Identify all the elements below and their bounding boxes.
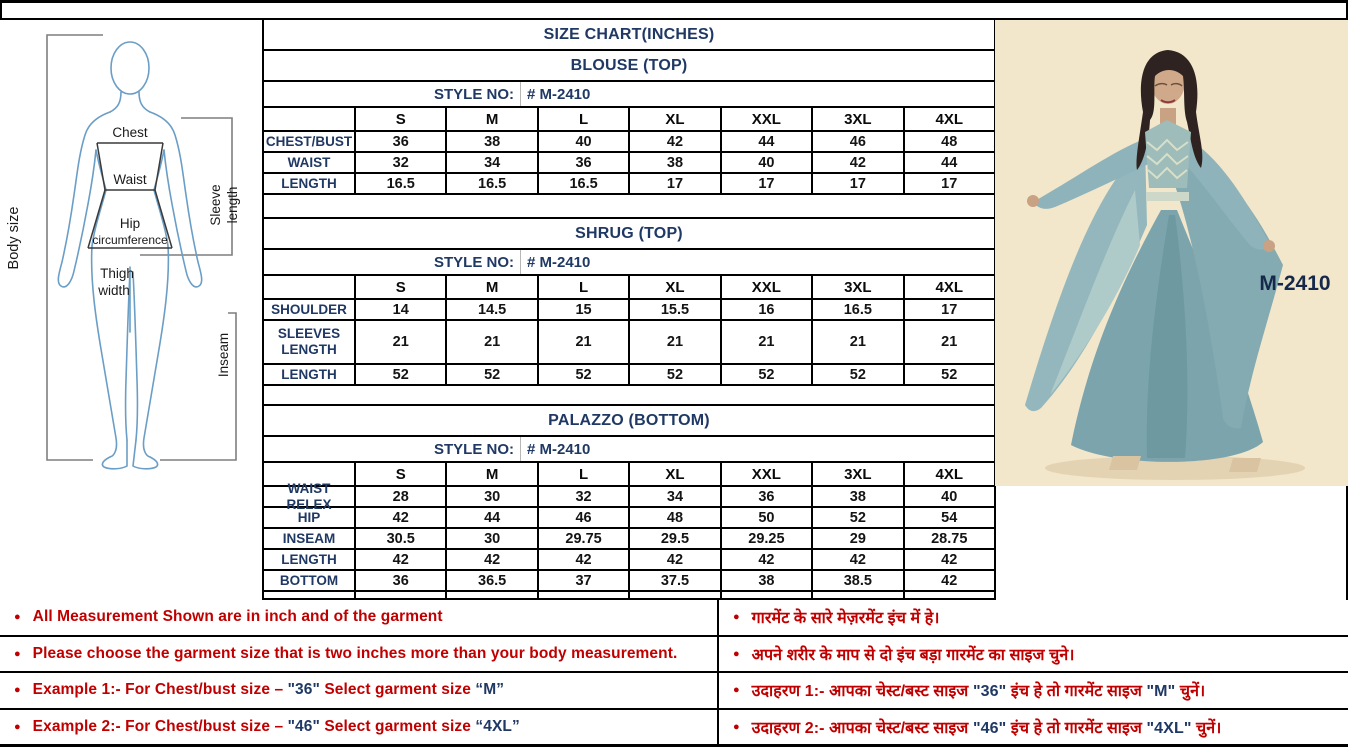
note-text: [752, 679, 1206, 701]
value-cell: 16.5: [811, 300, 902, 319]
size-header-cell: XL: [628, 276, 719, 298]
style-no-row: [264, 248, 994, 274]
table-section: [262, 404, 996, 600]
table-row: [264, 319, 994, 363]
note-row: [719, 710, 1348, 745]
value-cell: 52: [445, 365, 536, 384]
style-code-label: M-2410: [1259, 272, 1331, 295]
table-name: PALAZZO (BOTTOM): [548, 411, 710, 429]
value-cell: 44: [445, 508, 536, 527]
value-cell: 40: [720, 153, 811, 172]
row-label: LENGTH: [281, 366, 337, 382]
value-cell: 36: [537, 153, 628, 172]
note-text-part: "36": [287, 681, 320, 699]
note-row: [719, 637, 1348, 674]
table-row: [264, 480, 994, 512]
note-row: [0, 600, 717, 637]
table-row: [264, 363, 994, 384]
size-header-cell: S: [354, 463, 445, 485]
body-figure-illustration: [0, 20, 262, 600]
value-cell: 42: [720, 550, 811, 569]
size-header-cell: M: [445, 276, 536, 298]
body-size-label: Body size: [6, 206, 22, 270]
table-row: [264, 151, 994, 172]
value-cell: 38: [628, 153, 719, 172]
value-cell: 17: [903, 174, 994, 193]
table-gap: [262, 386, 996, 406]
value-cell: 16.5: [537, 174, 628, 193]
waistband: [1146, 192, 1189, 201]
bullet-icon: ●: [14, 611, 21, 624]
empty-spacer-row: [264, 590, 994, 598]
thigh-label-1: Thigh: [100, 266, 134, 281]
frame-top-border: [0, 0, 1348, 3]
value-cell: 40: [537, 132, 628, 151]
size-header-row: [264, 274, 994, 298]
value-cell: 28.75: [903, 529, 994, 548]
note-text-part: "46": [972, 719, 1007, 737]
table-row: [264, 506, 994, 527]
table-row: [264, 298, 994, 319]
table-section: [262, 217, 996, 386]
size-header-empty-cell: [264, 276, 354, 298]
empty-cell: [537, 592, 628, 598]
size-header-cell: 4XL: [903, 463, 994, 485]
row-label: HIP: [297, 509, 321, 525]
table-section: [262, 49, 996, 195]
row-label: BOTTOM: [279, 572, 339, 588]
row-label: CHEST/BUST: [265, 133, 353, 149]
value-cell: 38.5: [811, 571, 902, 590]
size-header-cell: M: [445, 463, 536, 485]
style-no-value: # M-2410: [520, 437, 994, 461]
bullet-icon: ●: [14, 647, 21, 660]
row-label: SHOULDER: [271, 301, 347, 317]
value-cell: 36.5: [445, 571, 536, 590]
size-header-row: [264, 106, 994, 130]
value-cell: 14.5: [445, 300, 536, 319]
row-label: LENGTH: [281, 551, 337, 567]
row-label: SLEEVES LENGTH: [277, 326, 341, 357]
notes-section: [0, 600, 1348, 744]
empty-cell: [720, 592, 811, 598]
hip-label-1: Hip: [119, 216, 141, 231]
sleeve-length-label-2: length: [225, 186, 240, 224]
table-gap: [262, 195, 996, 219]
style-no-label: STYLE NO:: [433, 440, 514, 458]
row-label: WAIST: [287, 154, 331, 170]
style-no-label: STYLE NO:: [433, 253, 514, 271]
note-text-part: “M”: [475, 681, 505, 699]
page-title: SIZE CHART(INCHES): [543, 25, 715, 43]
value-cell: 21: [811, 321, 902, 363]
value-cell: 38: [811, 487, 902, 506]
style-no-row: [264, 80, 994, 106]
value-cell: 21: [720, 321, 811, 363]
size-chart-title-box: [262, 18, 996, 51]
note-text-part: "M": [1146, 683, 1176, 701]
size-header-cell: S: [354, 276, 445, 298]
bullet-icon: ●: [14, 684, 21, 697]
size-chart-tables: [262, 20, 996, 600]
row-label: WAIST RELEX: [286, 480, 332, 512]
note-text-part: Please choose the garment size that is two inches more than your body measurement.: [32, 644, 678, 662]
note-text-part: “4XL”: [475, 717, 520, 735]
table-name-row: [264, 51, 994, 80]
size-header-cell: 3XL: [811, 276, 902, 298]
value-cell: 42: [811, 550, 902, 569]
sleeve-length-label-1: Sleeve: [208, 184, 223, 226]
value-cell: 38: [445, 132, 536, 151]
value-cell: 16.5: [445, 174, 536, 193]
value-cell: 17: [811, 174, 902, 193]
note-text: [33, 608, 443, 626]
value-cell: 42: [811, 153, 902, 172]
style-no-row: [264, 435, 994, 461]
value-cell: 17: [720, 174, 811, 193]
table-row: [264, 548, 994, 569]
size-header-cell: 4XL: [903, 276, 994, 298]
note-text-part: Example 2:- For Chest/bust size –: [32, 717, 288, 735]
value-cell: 42: [903, 550, 994, 569]
value-cell: 52: [903, 365, 994, 384]
value-cell: 15.5: [628, 300, 719, 319]
body-measurement-diagram: [0, 20, 262, 600]
bullet-icon: ●: [14, 720, 21, 733]
value-cell: 44: [720, 132, 811, 151]
bullet-icon: ●: [733, 611, 740, 624]
value-cell: 30: [445, 487, 536, 506]
value-cell: 36: [354, 132, 445, 151]
value-cell: 32: [354, 153, 445, 172]
note-text-part: Example 1:- For Chest/bust size –: [32, 681, 288, 699]
empty-cell: [445, 592, 536, 598]
table-row: [264, 527, 994, 548]
size-header-cell: 3XL: [811, 108, 902, 130]
value-cell: 42: [628, 132, 719, 151]
note-text-part: "36": [972, 683, 1007, 701]
note-text-part: इंच हे तो गारमेंट साइज: [1006, 683, 1147, 701]
value-cell: 52: [811, 365, 902, 384]
note-text: [752, 716, 1222, 738]
bullet-icon: ●: [733, 720, 740, 733]
size-chart-title-row: [264, 20, 994, 49]
value-cell: 38: [720, 571, 811, 590]
note-text-part: चुनें।: [1175, 683, 1206, 701]
style-no-value: # M-2410: [520, 250, 994, 274]
note-text-part: All Measurement Shown are in inch and of the garment: [32, 608, 443, 626]
size-header-row: [264, 461, 994, 485]
note-text: [752, 643, 1075, 665]
sandal-right: [1229, 458, 1261, 472]
value-cell: 36: [354, 571, 445, 590]
value-cell: 34: [628, 487, 719, 506]
note-text-part: उदाहरण 1:- आपका चेस्ट/बस्ट साइज: [751, 683, 973, 701]
value-cell: 50: [720, 508, 811, 527]
value-cell: 29: [811, 529, 902, 548]
note-text: [752, 606, 940, 628]
value-cell: 28: [354, 487, 445, 506]
value-cell: 52: [628, 365, 719, 384]
value-cell: 30: [445, 529, 536, 548]
value-cell: 16.5: [354, 174, 445, 193]
note-text-part: "46": [287, 717, 320, 735]
note-text: [33, 645, 678, 663]
value-cell: 21: [445, 321, 536, 363]
value-cell: 21: [537, 321, 628, 363]
size-header-cell: L: [537, 276, 628, 298]
value-cell: 30.5: [354, 529, 445, 548]
value-cell: 14: [354, 300, 445, 319]
value-cell: 42: [354, 508, 445, 527]
note-text-part: गारमेंट के सारे मेज़रमेंट इंच में हे।: [751, 610, 940, 628]
note-text-part: अपने शरीर के माप से दो इंच बड़ा गारमेंट का साइज चुने।: [751, 646, 1075, 664]
sandal-left: [1109, 456, 1141, 470]
diagram-labels: [6, 125, 240, 377]
note-text-part: उदाहरण 2:- आपका चेस्ट/बस्ट साइज: [751, 719, 973, 737]
value-cell: 29.5: [628, 529, 719, 548]
value-cell: 52: [811, 508, 902, 527]
left-hand: [1027, 195, 1039, 207]
value-cell: 29.25: [720, 529, 811, 548]
value-cell: 37: [537, 571, 628, 590]
note-text-part: Select garment size: [319, 717, 476, 735]
empty-cell: [264, 592, 354, 598]
note-text: [33, 718, 520, 736]
value-cell: 16: [720, 300, 811, 319]
chest-label: Chest: [112, 125, 148, 140]
style-no-label: STYLE NO:: [433, 85, 514, 103]
size-header-cell: XXL: [720, 276, 811, 298]
value-cell: 21: [628, 321, 719, 363]
value-cell: 46: [811, 132, 902, 151]
value-cell: 34: [445, 153, 536, 172]
size-header-empty-cell: [264, 108, 354, 130]
empty-cell: [628, 592, 719, 598]
inseam-label: Inseam: [216, 332, 231, 378]
empty-cell: [354, 592, 445, 598]
value-cell: 42: [903, 571, 994, 590]
value-cell: 46: [537, 508, 628, 527]
value-cell: 54: [903, 508, 994, 527]
size-header-cell: L: [537, 463, 628, 485]
waist-label: Waist: [113, 172, 147, 187]
value-cell: 42: [354, 550, 445, 569]
value-cell: 42: [445, 550, 536, 569]
table-name-row: [264, 219, 994, 248]
size-header-cell: XL: [628, 463, 719, 485]
note-row: [719, 673, 1348, 710]
value-cell: 52: [537, 365, 628, 384]
note-row: [0, 637, 717, 674]
thigh-label-2: width: [98, 283, 130, 298]
row-label: LENGTH: [281, 175, 337, 191]
size-header-cell: 3XL: [811, 463, 902, 485]
note-text-part: "4XL": [1146, 719, 1192, 737]
size-header-cell: XL: [628, 108, 719, 130]
value-cell: 29.75: [537, 529, 628, 548]
empty-cell: [903, 592, 994, 598]
note-row: [0, 673, 717, 710]
notes-hindi-column: [717, 600, 1348, 744]
value-cell: 48: [903, 132, 994, 151]
value-cell: 21: [903, 321, 994, 363]
note-row: [0, 710, 717, 745]
value-cell: 32: [537, 487, 628, 506]
model-photo-illustration: [995, 20, 1348, 486]
size-header-cell: XXL: [720, 108, 811, 130]
value-cell: 37.5: [628, 571, 719, 590]
table-row: [264, 172, 994, 193]
hip-label-2: circumference: [92, 233, 168, 247]
note-text-part: Select garment size: [319, 681, 476, 699]
value-cell: 40: [903, 487, 994, 506]
right-hand: [1263, 240, 1275, 252]
value-cell: 48: [628, 508, 719, 527]
bullet-icon: ●: [733, 684, 740, 697]
value-cell: 21: [354, 321, 445, 363]
value-cell: 44: [903, 153, 994, 172]
size-header-cell: S: [354, 108, 445, 130]
note-text: [33, 681, 504, 699]
note-text-part: इंच हे तो गारमेंट साइज: [1006, 719, 1147, 737]
table-row: [264, 569, 994, 590]
size-header-cell: XXL: [720, 463, 811, 485]
size-header-cell: M: [445, 108, 536, 130]
row-label: INSEAM: [282, 530, 336, 546]
value-cell: 36: [720, 487, 811, 506]
table-name: BLOUSE (TOP): [570, 56, 688, 74]
value-cell: 15: [537, 300, 628, 319]
note-row: [719, 600, 1348, 637]
value-cell: 17: [628, 174, 719, 193]
value-cell: 52: [354, 365, 445, 384]
size-header-cell: 4XL: [903, 108, 994, 130]
product-photo: [995, 20, 1348, 486]
value-cell: 42: [628, 550, 719, 569]
empty-cell: [811, 592, 902, 598]
notes-english-column: [0, 600, 717, 744]
style-no-value: # M-2410: [520, 82, 994, 106]
note-text-part: चुनें।: [1191, 719, 1222, 737]
table-name: SHRUG (TOP): [575, 224, 683, 242]
size-header-cell: L: [537, 108, 628, 130]
table-name-row: [264, 406, 994, 435]
value-cell: 17: [903, 300, 994, 319]
table-row: [264, 130, 994, 151]
value-cell: 52: [720, 365, 811, 384]
value-cell: 42: [537, 550, 628, 569]
bullet-icon: ●: [733, 647, 740, 660]
